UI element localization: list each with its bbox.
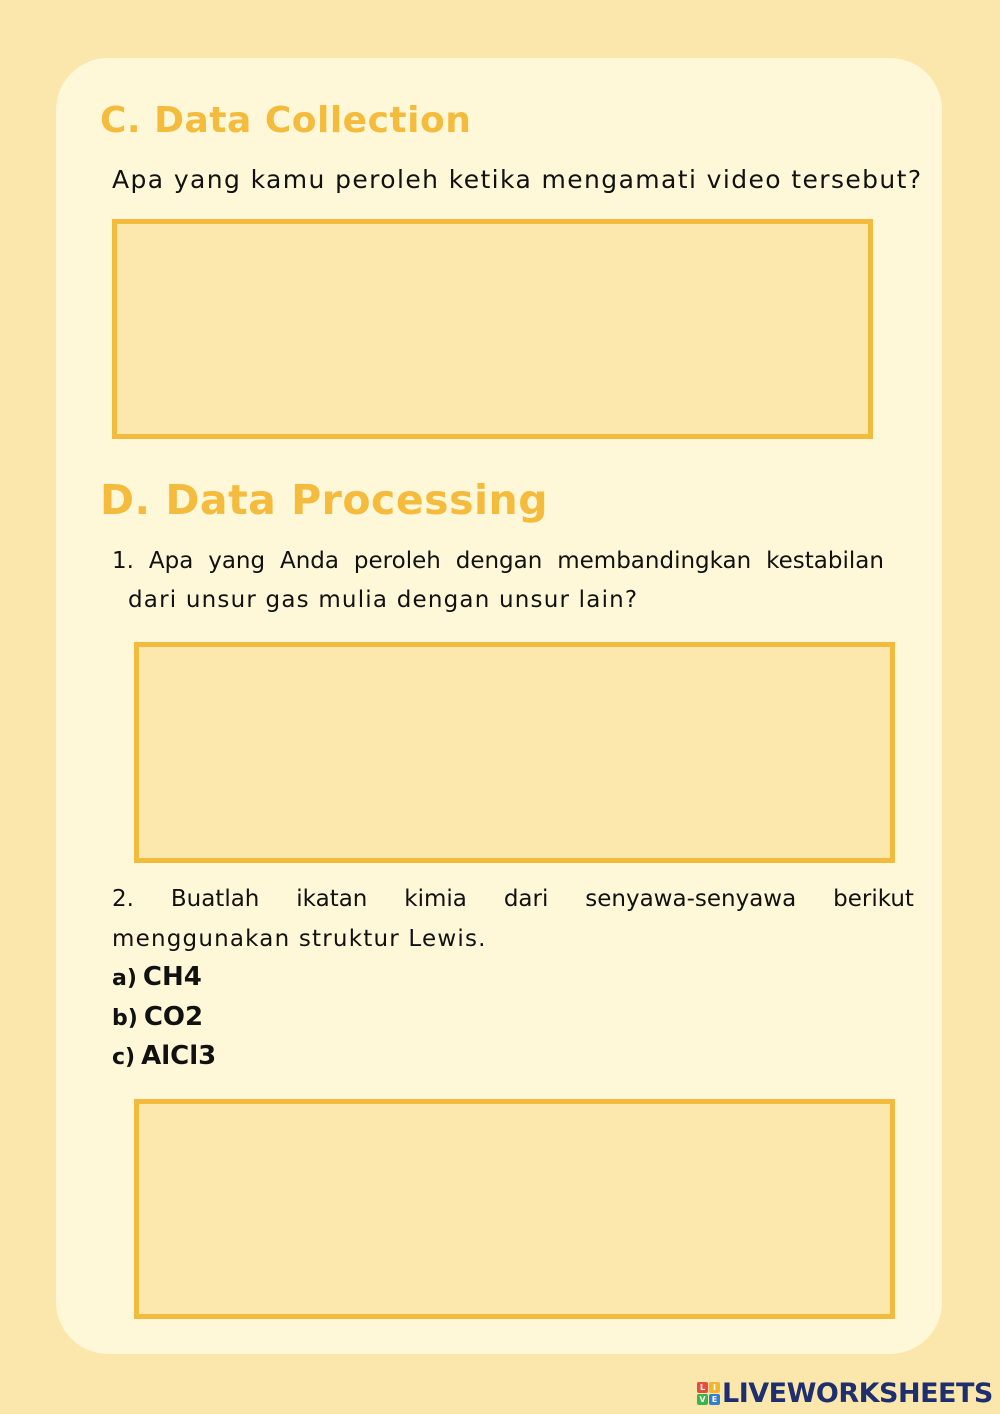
question-1-word: yang bbox=[208, 548, 266, 574]
question-1-word: Anda bbox=[280, 548, 340, 574]
question-2-word: senyawa-senyawa bbox=[585, 886, 797, 912]
item-formula: AlCl3 bbox=[141, 1041, 217, 1071]
compound-item-alcl3 bbox=[112, 1041, 216, 1071]
question-1-line-2: dari unsur gas mulia dengan unsur lain? bbox=[128, 587, 639, 613]
question-2-word: berikut bbox=[833, 886, 914, 912]
question-2-word: Buatlah bbox=[170, 886, 260, 912]
item-letter: c) bbox=[112, 1045, 136, 1070]
item-formula: CO2 bbox=[143, 1002, 204, 1032]
answer-box-question-1[interactable] bbox=[134, 642, 895, 863]
question-2-word: 2. bbox=[112, 886, 134, 912]
compound-item-ch4 bbox=[112, 962, 202, 992]
question-1-word: dengan bbox=[455, 548, 543, 574]
compound-item-co2 bbox=[112, 1002, 203, 1032]
logo-tile: V bbox=[697, 1394, 708, 1405]
answer-box-question-2[interactable] bbox=[134, 1099, 895, 1319]
section-c-heading: C. Data Collection bbox=[100, 100, 472, 141]
question-2-word: kimia bbox=[404, 886, 467, 912]
item-formula: CH4 bbox=[142, 962, 202, 992]
logo-tile: I bbox=[709, 1382, 720, 1393]
question-1-line-1 bbox=[112, 548, 884, 574]
item-letter: b) bbox=[112, 1006, 138, 1031]
question-1-word: kestabilan bbox=[766, 548, 884, 574]
logo-wordmark: LIVEWORKSHEETS bbox=[722, 1378, 993, 1409]
question-1-word: 1. bbox=[112, 548, 134, 574]
question-2-line-2: menggunakan struktur Lewis. bbox=[112, 926, 487, 952]
question-1-word: membandingkan bbox=[557, 548, 752, 574]
question-2-word: ikatan bbox=[296, 886, 368, 912]
section-c-question: Apa yang kamu peroleh ketika mengamati video tersebut? bbox=[112, 165, 923, 194]
logo-tile: L bbox=[697, 1382, 708, 1393]
question-1-word: Apa bbox=[148, 548, 194, 574]
question-1-word: peroleh bbox=[353, 548, 441, 574]
question-2-line-1 bbox=[112, 886, 914, 912]
liveworksheets-logo-icon bbox=[697, 1382, 720, 1405]
item-letter: a) bbox=[112, 966, 137, 991]
answer-box-data-collection[interactable] bbox=[112, 219, 873, 439]
liveworksheets-logo[interactable] bbox=[697, 1378, 993, 1409]
question-2-word: dari bbox=[503, 886, 549, 912]
logo-tile: E bbox=[709, 1394, 720, 1405]
section-d-heading: D. Data Processing bbox=[100, 476, 549, 524]
